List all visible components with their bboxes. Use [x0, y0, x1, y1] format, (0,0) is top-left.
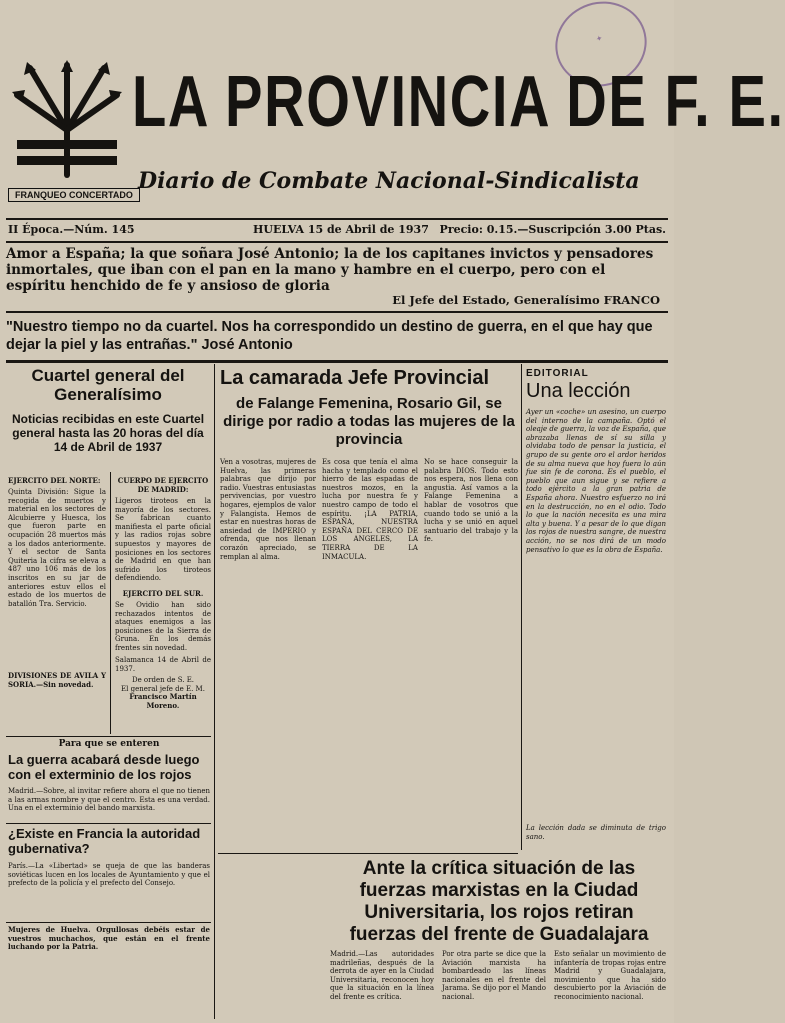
cuartel-col1-text: Quinta División: Sigue la recogida de muertos y material en los sectores de Alcubierre y Huesca, los que fueron parte en ocupación 28 muertos más a los dados anteriormente. Y el sector de Santa Quiteria la cifra se eleva a 487 uno 106 más de los inscritos en su jar de anteriores estuv ellos el estado de los muertos de batallón Tra. Servicio. [8, 488, 106, 608]
column-divider [521, 364, 522, 850]
critica-col-3: Esto señalar un movimiento de infantería de tropas rojas entre Madrid y Guadalajara, movimiento que ha sido descubierto por la Aviación de reconocimiento nacional. [554, 950, 666, 1001]
bottom-left-text: Mujeres de Huelva. Orgullosas debéis estar de vuestros muchachos, que están en el frente luchando por la Patria. [8, 925, 210, 952]
francia-text: París.—La «Libertad» se queja de que las banderas soviéticas lucen en los locales de Ayuntamiento y que el prefecto de la policía y el prefecto del Consejo. [8, 862, 210, 888]
issue-number: II Época.—Núm. 145 [8, 223, 135, 236]
critica-title: Ante la crítica situación de las fuerzas marxistas en la Ciudad Universitaria, los rojos retiran fuerzas del frente de Guadalajara [349, 858, 649, 945]
cuartel-col2-head2: EJERCITO DEL SUR. [122, 589, 204, 598]
divider [6, 823, 211, 824]
newspaper-title: LA PROVINCIA DE F. E. [132, 62, 785, 142]
para-que-label: Para que se enteren [58, 739, 160, 749]
editorial-sign: La lección dada se diminuta de trigo sano. [526, 824, 666, 841]
franco-quote: Amor a España; la que soñara José Antonio; la de los capitanes invictos y pensadores inmortales, que iban con el pan en la mano y hambre en el cuerpo, pero con el espíritu henchido de fe y ansioso de gloria [6, 246, 654, 294]
divider [6, 218, 668, 220]
guerra-text: Madrid.—Sobre, al invitar refiere ahora el que no tienen a las armas nombre y que el centro. Esta es una verdad. Una en el exterminio del bando marxista. [8, 787, 210, 813]
issue-info-line [8, 223, 666, 239]
divider [6, 311, 668, 313]
franco-signature: El Jefe del Estado, Generalísimo FRANCO [392, 293, 660, 307]
critica-col-1: Madrid.—Las autoridades madrileñas, después de la derrota de ayer en la Ciudad Universitaria, reconocen hoy que la situación en la línea del frente es crítica. [330, 950, 434, 1001]
editorial-title: Una lección [526, 380, 631, 402]
cuartel-column-1 [8, 476, 106, 689]
cuartel-col1-tail: DIVISIONES DE AVILA Y SORIA.—Sin novedad. [8, 671, 106, 689]
cuartel-col1-head: EJERCITO DEL NORTE: [8, 476, 101, 485]
yoke-and-arrows-icon [12, 60, 122, 180]
divider [6, 241, 668, 243]
column-divider [110, 472, 111, 734]
cuartel-col2-sign3: Francisco Martín Moreno. [129, 692, 197, 710]
cuartel-col2-sign2: El general jefe de E. M. [121, 684, 205, 693]
newspaper-subtitle: Diario de Combate Nacional-Sindicalista [138, 168, 640, 194]
divider [218, 853, 518, 854]
cuartel-col2-sign1: De orden de S. E. [131, 676, 195, 685]
camarada-col-3: No se hace conseguir la palabra DIOS. Todo esto nos espera, nos llena con angustia. Así vamos a la Falange Femenina a hablar de vosotros que cuando todo se unió a la lucha y se unió en aquel santuario del trabajo y la fe. [424, 458, 518, 544]
editorial-label: EDITORIAL [526, 368, 589, 379]
guerra-title: La guerra acabará desde luego con el exterminio de los rojos [8, 752, 200, 782]
cuartel-column-2 [115, 476, 211, 711]
cuartel-col2-date: Salamanca 14 de Abril de 1937. [115, 656, 211, 673]
camarada-col-1: Ven a vosotras, mujeres de Huelva, las primeras palabras que dirijo por radio. Vuestras entusiastas pervivencias, por vuestro hogares, ejemplos de valor y Falangista. Hemos de estar en nuestras horas de ansiedad de IMPERIO y ofrenda, que nos llenan corazón apreciado, se remplan al alma. [220, 458, 316, 561]
cuartel-col2-text: Ligeros tiroteos en la mayoría de los sectores. Se fabrican cuanto manifiesta el parte oficial y las radios rojas sobre supuestos y mayores de posiciones en los sectores de Madrid en que han sufrido los tiroteos defendiendo. [115, 497, 211, 583]
editorial-text: Ayer un «coche» un asesino, un cuerpo del interno de la campaña. Optó el oleaje de guerra, la voz de España, que abrazaba llenas de sí su silla y olvidaba todo de pensar la justicia, el grupo de su gente oro el ardor heridos de su alma nueva que hoy fuera lo aún fue sin fe de corona. Es el pueblo, el pueblo que aun sigue y se refiere a todo ejército a la gran patria de España ahora. Nuestro esfuerzo no irá en la destrucción, no en el odio. Todo lo que la nación necesita es una mira alta y buena. Y a pesar de lo que digan los rojos de nuestra sangre, de nuestra acción, no se nos dirá de un modo pensativo lo que es la obra de España. [526, 408, 666, 554]
francia-title: ¿Existe en Francia la autoridad gubernativa? [8, 826, 201, 856]
cuartel-col2-head: CUERPO DE EJERCITO DE MADRID: [117, 476, 209, 494]
cuartel-subtitle: Noticias recibidas en este Cuartel general hasta las 20 horas del día 14 de Abril de 1937 [11, 412, 205, 454]
cuartel-title: Cuartel general del Generalísimo [31, 366, 185, 404]
camarada-col-2: Es cosa que tenía el alma hacha y templado como el hierro de las espadas de nuestros mozos, en la lucha por nuestra fe y nuestro campo de todo el espíritu. ¡LA PATRIA, ESPAÑA, NUESTRA ESPAÑA DEL CERCO DE LOS ANGELES, LA TIERRA DE LA INMACULA. [322, 458, 418, 561]
divider [6, 922, 211, 923]
critica-col-2: Por otra parte se dice que la Aviación marxista ha bombardeado las líneas nacionales en el frente del Jarama. Se dijo por el Mando nacional. [442, 950, 546, 1001]
cuartel-col2-text2: Se Ovidio han sido rechazados intentos de ataques enemigos a las posiciones de la Sierra de Gruna. En los demás frentes sin novedad. [115, 601, 211, 652]
camarada-title: La camarada Jefe Provincial [220, 367, 490, 389]
jose-antonio-quote: "Nuestro tiempo no da cuartel. Nos ha correspondido un destino de guerra, en el que hay que dejar la piel y las entrañas." José Antonio [6, 319, 653, 353]
franqueo-label: FRANQUEO CONCERTADO [8, 188, 140, 202]
camarada-subtitle: de Falange Femenina, Rosario Gil, se dirige por radio a todas las mujeres de la provincia [223, 395, 515, 448]
divider [6, 736, 211, 737]
divider [6, 360, 668, 363]
issue-date: HUELVA 15 de Abril de 1937 [253, 223, 429, 236]
library-stamp-icon: ✦ [544, 0, 657, 98]
column-divider [214, 364, 215, 1019]
issue-price: Precio: 0.15.—Suscripción 3.00 Ptas. [439, 223, 666, 236]
